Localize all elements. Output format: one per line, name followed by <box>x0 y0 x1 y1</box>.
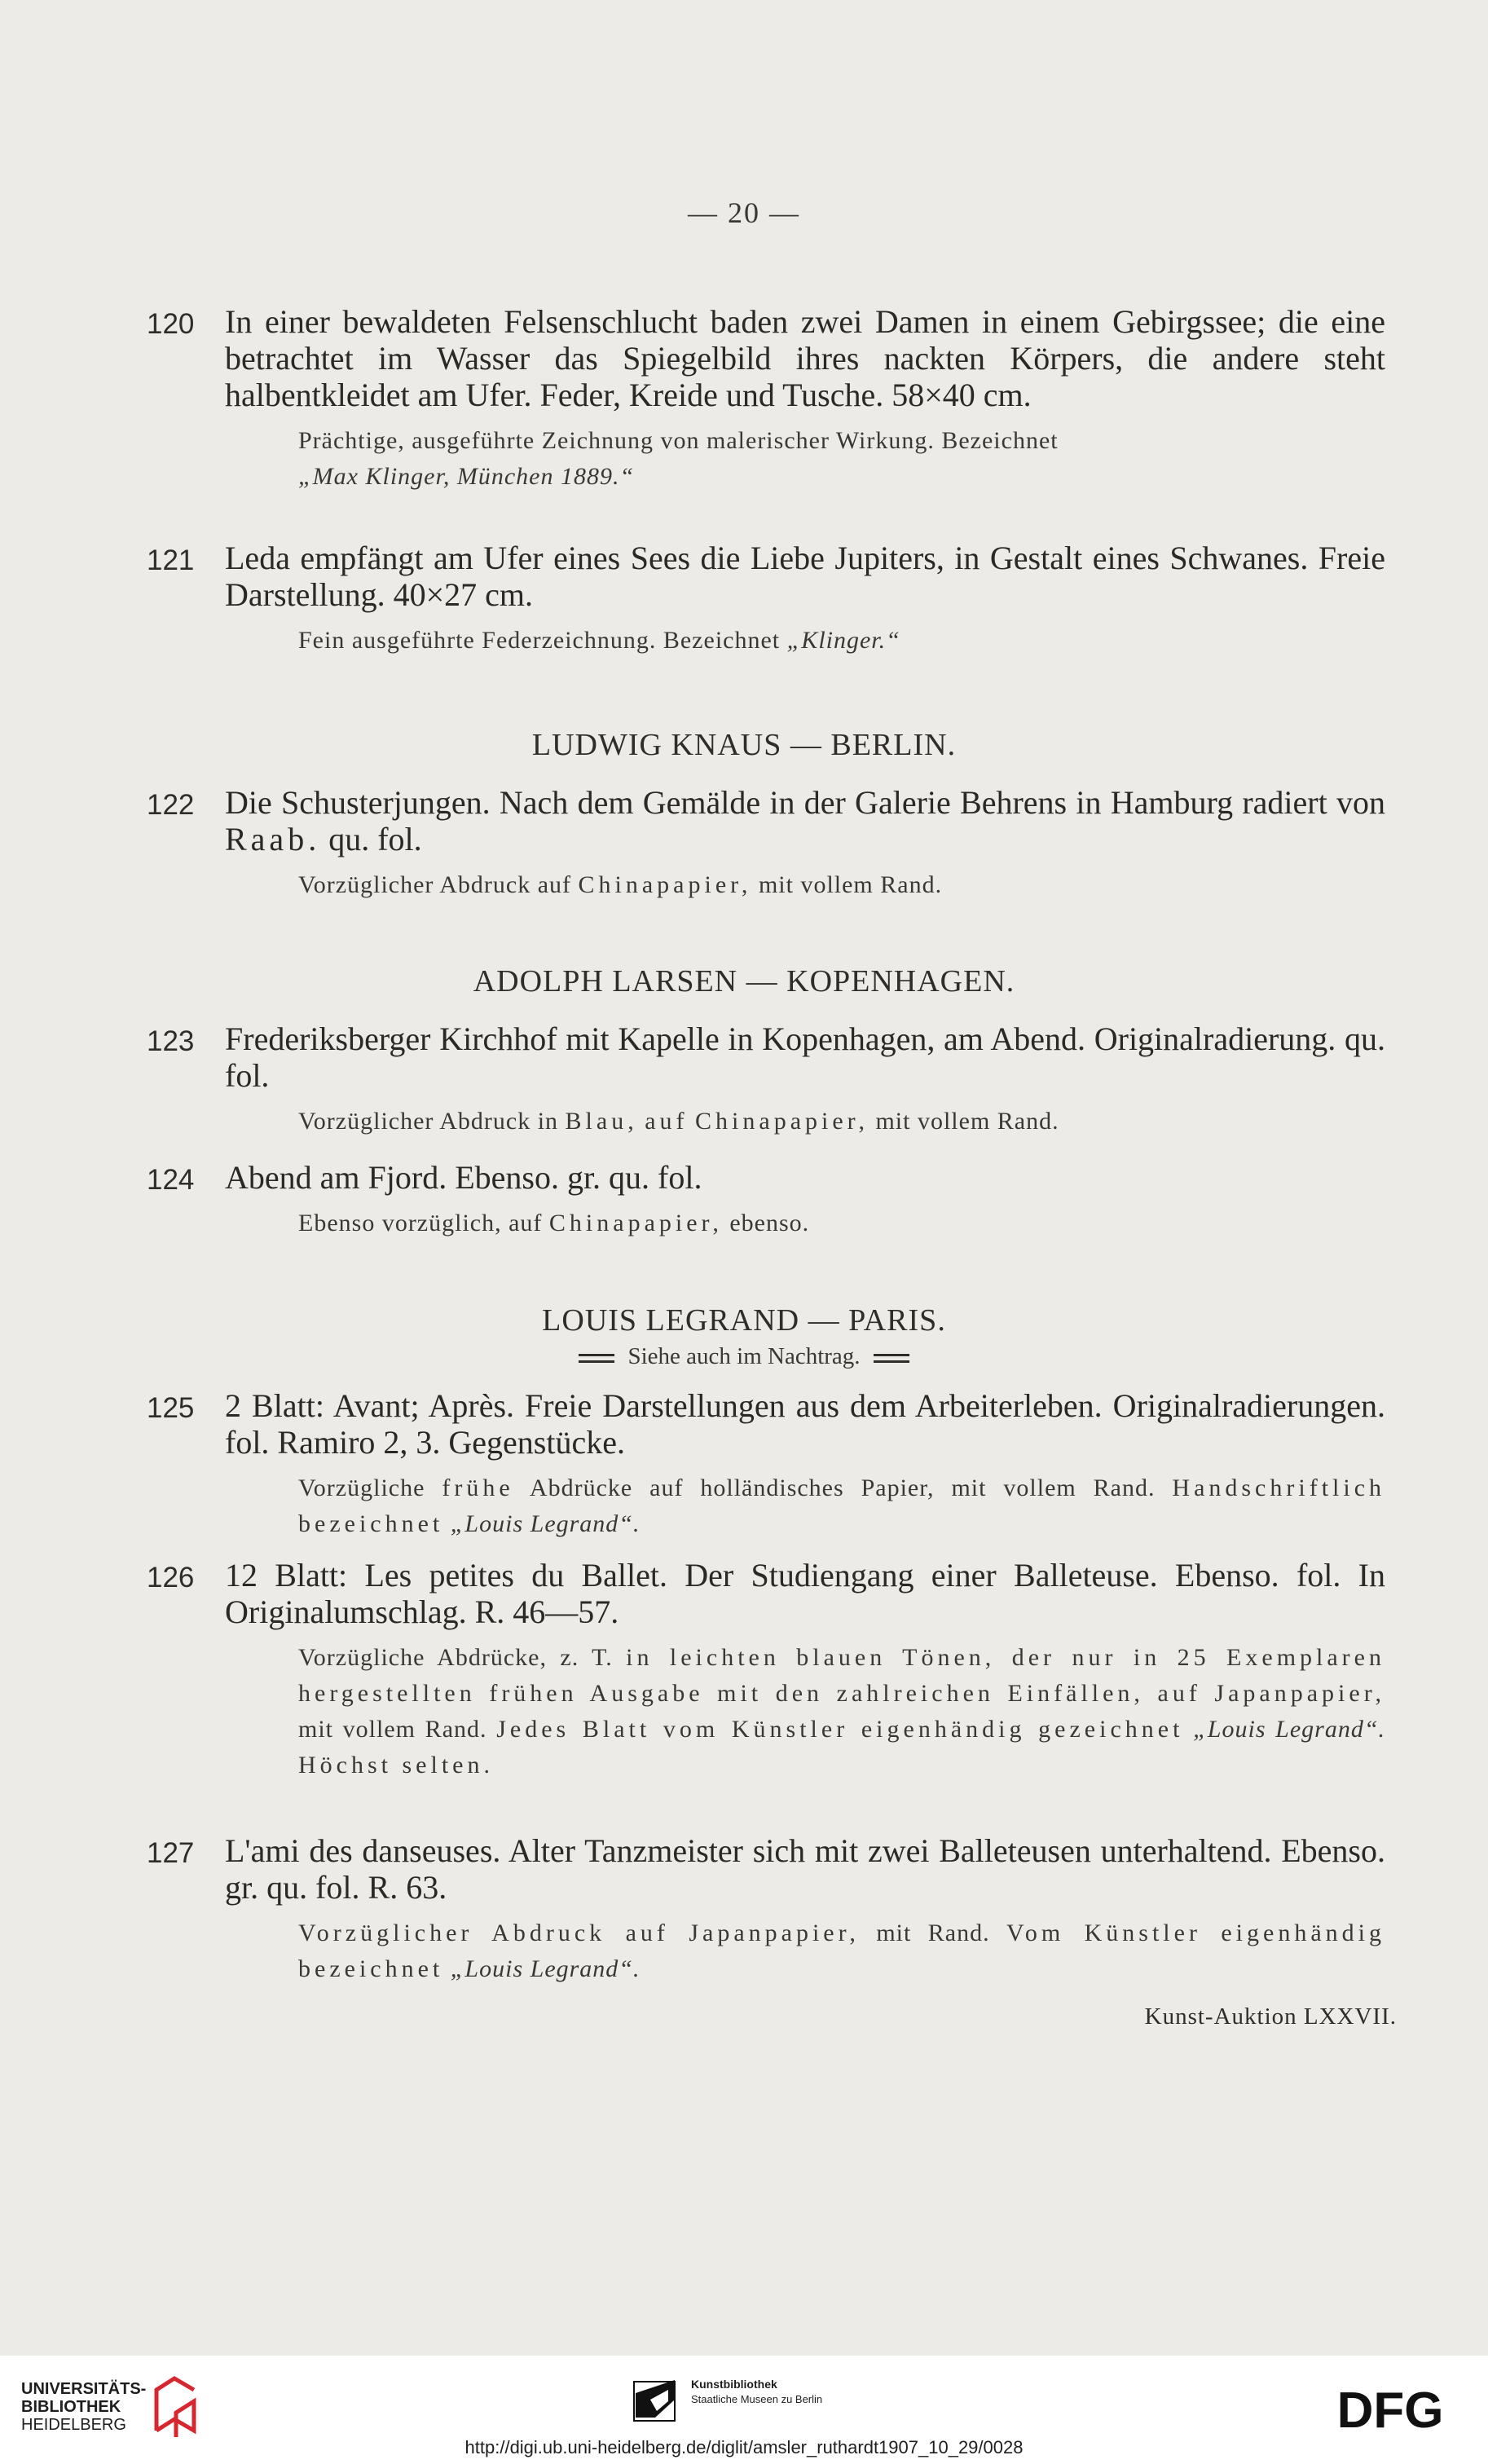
entry-description: 12 Blatt: Les petites du Ballet. Der Studiengang einer Balleteuse. Ebenso. fol. In Originalumschlag. R. 46—57. <box>225 1557 1385 1630</box>
note-emphasis: Handschriftlich bezeichnet <box>298 1474 1386 1537</box>
paper-text: Chinapapier, <box>578 871 752 898</box>
color-text: Blau, <box>565 1108 638 1135</box>
double-rule-right <box>874 1354 909 1363</box>
entry-note <box>298 1104 1385 1139</box>
page-number: — 20 — <box>688 196 800 229</box>
logo-line: UNIVERSITÄTS- <box>21 2380 147 2398</box>
entry-note <box>298 867 1385 903</box>
entry-description: Frederiksberger Kirchhof mit Kapelle in Kopenhagen, am Abend. Originalradierung. qu. fol. <box>225 1020 1385 1094</box>
note-emphasis: Jedes Blatt vom Künstler eigenhändig gezeichnet <box>496 1716 1184 1743</box>
signature-text: „Klinger.“ <box>786 627 900 654</box>
description-text: Die Schusterjungen. Nach dem Gemälde in der Galerie Behrens in Hamburg radiert von <box>225 784 1385 821</box>
university-library-logo[interactable] <box>21 2380 146 2434</box>
signature-text: „Louis Legrand“. <box>450 1955 641 1982</box>
entry-note <box>298 1470 1385 1542</box>
entry-description: In einer bewaldeten Felsenschlucht baden zwei Damen in einem Gebirgssee; die eine betrachtet im Wasser das Spiegelbild ihres nackten Körpers, die andere steht halbentkleidet am Ufer. Feder, Kreide und Tusche. 58×40 cm. <box>225 303 1385 413</box>
dfg-logo-text: DFG <box>1336 2383 1444 2434</box>
note-emphasis: in leichten blauen Tönen, der nur in 25 Exemplaren hergestellten frühen Ausgabe mit den zahlreichen Einfällen, auf Japanpapier, <box>298 1644 1385 1707</box>
section-heading-legrand: LOUIS LEGRAND — PARIS. <box>542 1303 946 1338</box>
signature-text: „Louis Legrand“. <box>450 1510 641 1537</box>
note-text: mit vollem Rand. <box>758 871 943 898</box>
section-heading-knaus: LUDWIG KNAUS — BERLIN. <box>531 728 957 762</box>
entry-number: 123 <box>147 1025 195 1057</box>
note-emphasis: frühe <box>442 1474 514 1501</box>
entry-description: Leda empfängt am Ufer eines Sees die Liebe Jupiters, in Gestalt eines Schwanes. Freie Darstellung. 40×27 cm. <box>225 540 1385 613</box>
auction-label: Kunst-Auktion LXXVII. <box>1144 2003 1397 2030</box>
section-subheading <box>0 1343 1488 1370</box>
catalog-entry-127 <box>147 1832 1385 1987</box>
entry-description: Abend am Fjord. Ebenso. gr. qu. fol. <box>225 1159 702 1196</box>
logo-line: HEIDELBERG <box>21 2416 126 2434</box>
artist-name: Raab. <box>225 821 321 857</box>
paper-text: Chinapapier, <box>548 1210 723 1236</box>
entry-number: 125 <box>147 1392 195 1424</box>
entry-note <box>298 1640 1385 1783</box>
permalink-url[interactable]: http://digi.ub.uni-heidelberg.de/diglit/amsler_ruthardt1907_10_29/0028 <box>464 2437 1024 2457</box>
format-text: qu. fol. <box>328 821 422 857</box>
bottom-bar <box>0 2356 1488 2464</box>
note-text: mit Rand. <box>876 1920 990 1946</box>
entry-number: 121 <box>147 544 195 576</box>
entry-description: L'ami des danseuses. Alter Tanzmeister sich mit zwei Balleteusen unterhaltend. Ebenso. gr. qu. fol. R. 63. <box>225 1832 1385 1906</box>
note-emphasis: Vom Künstler eigenhändig bezeichnet <box>298 1920 1385 1982</box>
entry-number: 126 <box>147 1562 195 1593</box>
entry-number: 120 <box>147 308 195 340</box>
note-text: Vorzügliche Abdrücke, z. T. <box>298 1644 613 1671</box>
note-text: Vorzüglicher Abdruck in <box>298 1108 559 1135</box>
note-text: mit vollem Rand. <box>875 1108 1059 1135</box>
dfg-logo[interactable] <box>1317 2383 1464 2434</box>
note-text: mit vollem Rand. <box>298 1716 487 1743</box>
signature-text: „Max Klinger, München 1889.“ <box>298 463 635 490</box>
catalog-entry-126 <box>147 1557 1385 1783</box>
catalog-entry-120 <box>147 303 1385 495</box>
note-text: Vorzügliche <box>298 1474 425 1501</box>
catalog-entry-123 <box>147 1020 1385 1139</box>
entry-description <box>225 784 1385 857</box>
section-heading-larsen: ADOLPH LARSEN — KOPENHAGEN. <box>473 964 1015 998</box>
entry-note <box>298 1915 1385 1987</box>
note-text: Abdrücke auf holländisches Papier, mit vollem Rand. <box>529 1474 1156 1501</box>
cross-reference-text: Siehe auch im Nachtrag. <box>627 1343 861 1369</box>
logo-line: Kunstbibliothek <box>691 2378 777 2391</box>
double-rule-left <box>579 1354 614 1363</box>
catalog-entry-124 <box>147 1159 1385 1241</box>
catalog-entry-122 <box>147 784 1385 903</box>
catalog-entry-121 <box>147 540 1385 659</box>
catalog-entry-125 <box>147 1387 1385 1542</box>
entry-description: 2 Blatt: Avant; Après. Freie Darstellungen aus dem Arbeiterleben. Originalradierungen. fol. Ramiro 2, 3. Gegenstücke. <box>225 1387 1385 1461</box>
note-emphasis: Höchst selten. <box>298 1752 494 1779</box>
signature-text: „Louis Legrand“. <box>1193 1716 1386 1743</box>
kunstbibliothek-logo[interactable] <box>691 2377 822 2407</box>
entry-note <box>298 623 1385 659</box>
logo-line: Staatliche Museen zu Berlin <box>691 2393 823 2405</box>
note-text: Vorzüglicher Abdruck auf <box>298 871 572 898</box>
note-text: Ebenso vorzüglich, auf <box>298 1210 543 1236</box>
entry-number: 127 <box>147 1837 195 1869</box>
paper-text: Chinapapier, <box>695 1108 869 1135</box>
kunstbibliothek-logo-icon <box>632 2375 683 2422</box>
note-text: auf <box>645 1108 689 1135</box>
note-text: Fein ausgeführte Federzeichnung. Bezeichnet <box>298 627 781 654</box>
entry-note <box>298 423 1385 495</box>
note-emphasis: Vorzüglicher Abdruck auf Japanpapier, <box>298 1920 860 1946</box>
entry-number: 122 <box>147 789 195 821</box>
note-text: ebenso. <box>729 1210 810 1236</box>
entry-number: 124 <box>147 1164 195 1196</box>
ub-logo-mark-icon <box>150 2374 200 2439</box>
note-text: Prächtige, ausgeführte Zeichnung von malerischer Wirkung. Bezeichnet <box>298 427 1059 454</box>
entry-note <box>298 1206 1385 1241</box>
logo-line: BIBLIOTHEK <box>21 2398 121 2416</box>
